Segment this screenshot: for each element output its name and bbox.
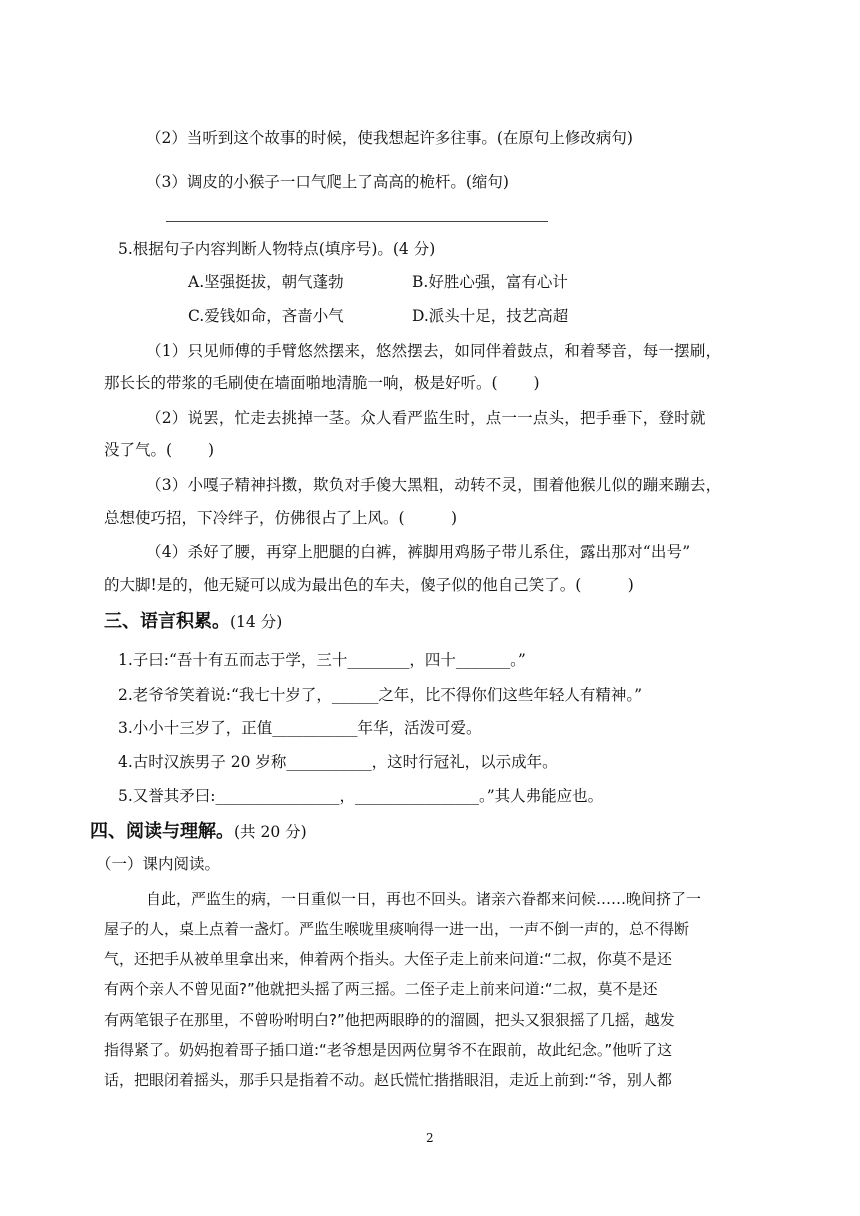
passage-line-5: 有两笔银子在那里，不曾吩咐明白?”他把两眼睁的的溜圆，把头又狠狠摇了几摇，越发 xyxy=(104,1011,675,1029)
question-4-item-2: （2）当听到这个故事的时候，使我想起许多往事。(在原句上修改病句) xyxy=(146,129,633,147)
section-3-item-3: 3.小小十三岁了，正值___________年华，活泼可爱。 xyxy=(118,719,482,737)
option-b: B.好胜心强，富有心计 xyxy=(412,273,568,291)
section-3-title: 三、语言积累。 xyxy=(104,611,230,632)
section-3-item-1: 1.子曰:“吾十有五而志于学，三十________，四十_______。” xyxy=(118,651,526,669)
answer-line xyxy=(166,221,548,222)
section-3-item-4: 4.古时汉族男子 20 岁称___________，这时行冠礼，以示成年。 xyxy=(118,753,558,771)
sentence-3-line-1: （3）小嘎子精神抖擞，欺负对手傻大黑粗，动转不灵，围着他猴儿似的蹦来蹦去， xyxy=(146,476,722,494)
passage-line-1: 自此，严监生的病，一日重似一日，再也不回头。诸亲六眷都来问候……晚间挤了一 xyxy=(146,890,702,908)
sentence-4-line-1: （4）杀好了腰，再穿上肥腿的白裤，裤脚用鸡肠子带儿系住，露出那对“出号” xyxy=(146,543,691,561)
passage-line-3: 气，还把手从被单里拿出来，伸着两个指头。大侄子走上前来问道:“二叔，你莫不是还 xyxy=(104,950,672,968)
sentence-3-line-2: 总想使巧招，下冷绊子，仿佛很占了上风。( ) xyxy=(104,509,458,527)
page-number: 2 xyxy=(426,1131,434,1145)
section-3-item-2: 2.老爷爷笑着说:“我七十岁了，______之年，比不得你们这些年轻人有精神。” xyxy=(118,686,643,704)
section-3-item-5: 5.又誉其矛曰:________________，________________。”其人弗能应也。 xyxy=(118,787,604,805)
section-4-score: (共 20 分) xyxy=(234,823,307,841)
section-3-heading xyxy=(104,609,282,635)
passage-line-2: 屋子的人，桌上点着一盏灯。严监生喉咙里痰响得一进一出，一声不倒一声的，总不得断 xyxy=(104,920,690,938)
sentence-1-line-2: 那长长的带浆的毛刷使在墙面啪地清脆一响，极是好听。( ) xyxy=(104,374,540,392)
passage-line-6: 指得紧了。奶妈抱着哥子插口道:“老爷想是因两位舅爷不在跟前，故此纪念。”他听了这 xyxy=(104,1041,673,1059)
passage-line-4: 有两个亲人不曾见面?”他就把头摇了两三摇。二侄子走上前来问道:“二叔，莫不是还 xyxy=(104,980,658,998)
section-4-subheading: （一）课内阅读。 xyxy=(96,855,221,873)
sentence-4-line-2: 的大脚!是的，他无疑可以成为最出色的车夫，傻子似的他自己笑了。( ) xyxy=(104,576,634,594)
section-4-title: 四、阅读与理解。 xyxy=(90,821,234,842)
option-c: C.爱钱如命，吝啬小气 xyxy=(188,307,344,325)
sentence-2-line-1: （2）说罢，忙走去挑掉一茎。众人看严监生时，点一一点头，把手垂下，登时就 xyxy=(146,409,706,427)
option-d: D.派头十足，技艺高超 xyxy=(412,307,569,325)
option-a: A.坚强挺拔，朝气蓬勃 xyxy=(188,273,344,291)
passage-line-7: 话，把眼闭着摇头，那手只是指着不动。赵氏慌忙揩揩眼泪，走近上前到:“爷，别人都 xyxy=(104,1071,672,1089)
question-4-item-3: （3）调皮的小猴子一口气爬上了高高的桅杆。(缩句) xyxy=(146,173,509,191)
sentence-2-line-2: 没了气。( ) xyxy=(104,441,215,459)
sentence-1-line-1: （1）只见师傅的手臂悠然摆来，悠然摆去，如同伴着鼓点，和着琴音，每一摆刷， xyxy=(146,342,722,360)
section-4-heading xyxy=(90,819,307,845)
question-5-stem: 5.根据句子内容判断人物特点(填序号)。(4 分) xyxy=(118,240,436,258)
section-3-score: (14 分) xyxy=(230,613,283,631)
